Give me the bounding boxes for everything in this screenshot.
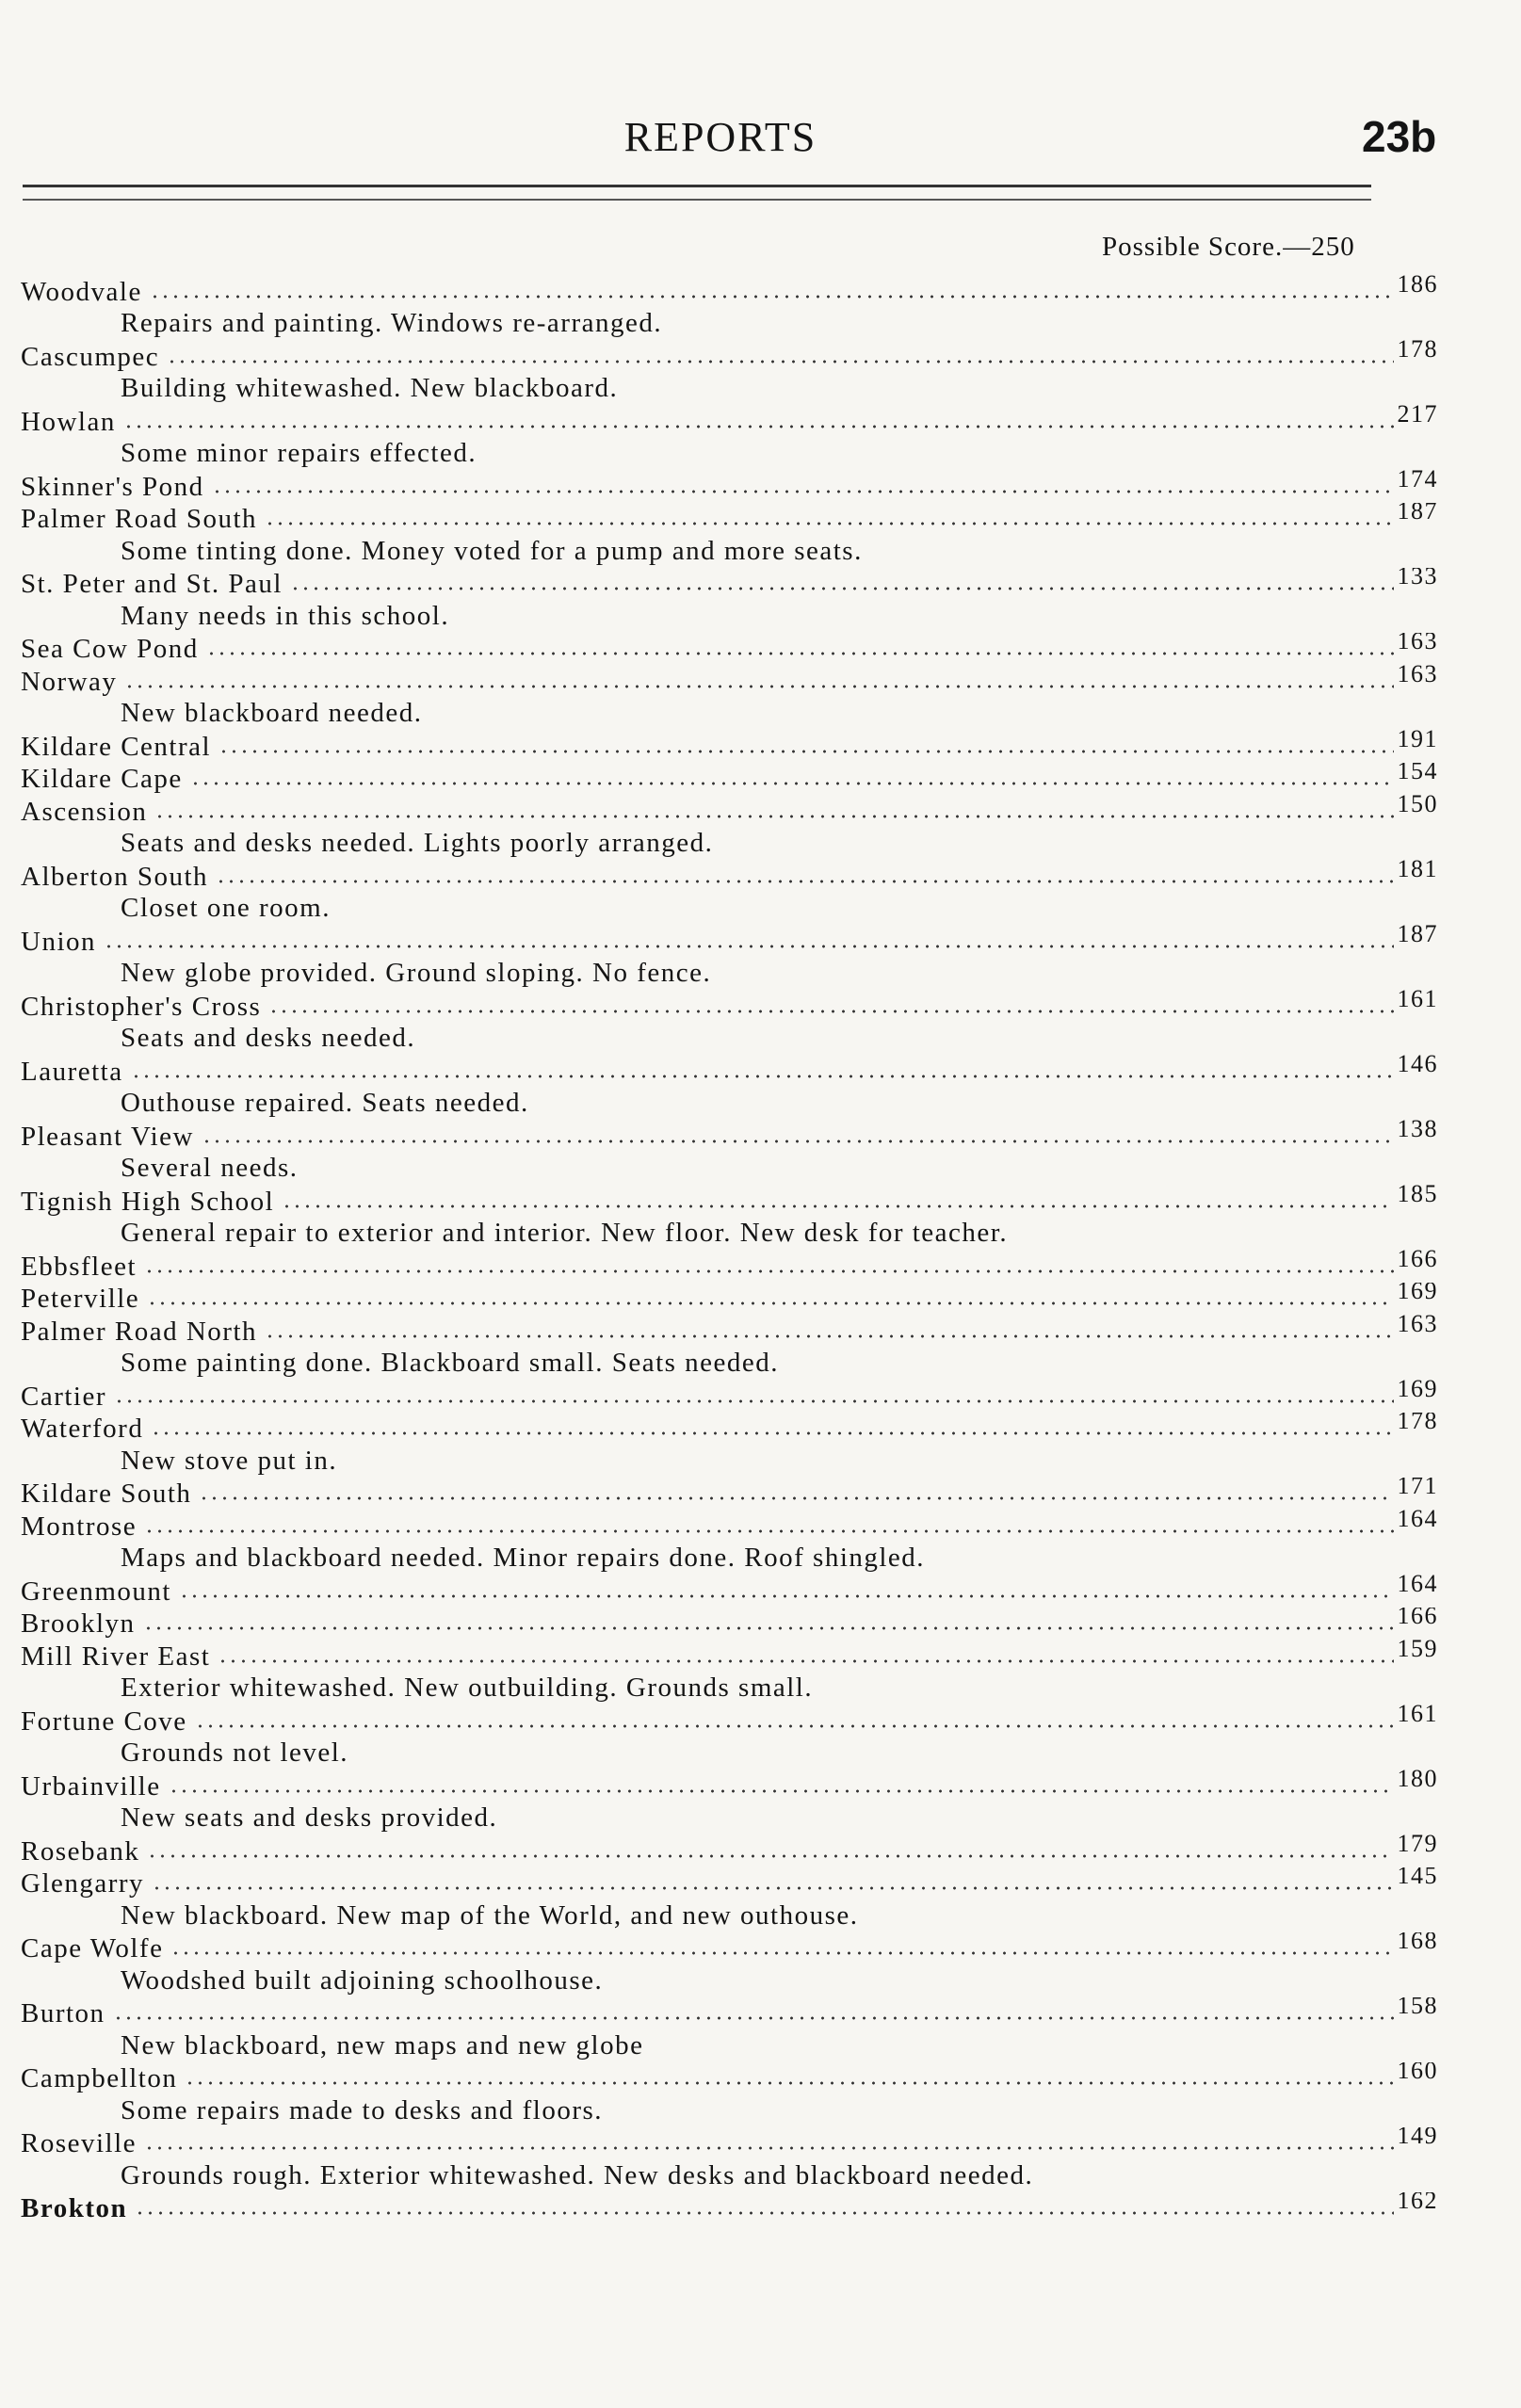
school-name: Kildare Central [21, 731, 212, 762]
school-name: Brokton [21, 2193, 128, 2223]
school-name: Palmer Road South [21, 504, 258, 534]
school-name: Union [21, 926, 96, 957]
school-score-list [21, 275, 1438, 2224]
school-score: 181 [1397, 860, 1438, 882]
school-name: Brooklyn [21, 1608, 136, 1639]
dot-leader [190, 763, 1394, 787]
school-score: 150 [1397, 795, 1438, 817]
school-note: Seats and desks needed. Lights poorly arranged. [121, 828, 714, 859]
school-name: Tignish High School [21, 1186, 275, 1217]
school-name: Montrose [21, 1511, 138, 1542]
school-entry-row [21, 1055, 1438, 1088]
header-rule [23, 185, 1371, 201]
school-score: 149 [1397, 2126, 1438, 2149]
school-score: 217 [1397, 405, 1438, 428]
school-note: Some tinting done. Money voted for a pump and more seats. [121, 535, 863, 566]
dot-leader [169, 1770, 1394, 1794]
school-note: Repairs and painting. Windows re-arranged. [121, 308, 663, 339]
school-name: Pleasant View [21, 1121, 194, 1152]
school-score: 163 [1397, 1315, 1438, 1337]
school-score: 186 [1397, 275, 1438, 298]
school-score: 185 [1397, 1185, 1438, 1207]
page-number: 23b [1362, 112, 1437, 161]
school-note: Exterior whitewashed. New outbuilding. Grounds small. [121, 1673, 814, 1704]
school-score: 191 [1397, 730, 1438, 752]
dot-leader [265, 503, 1393, 527]
school-name: Kildare South [21, 1479, 192, 1509]
school-score: 180 [1397, 1770, 1438, 1792]
school-name: Ebbsfleet [21, 1251, 138, 1282]
school-score: 169 [1397, 1380, 1438, 1402]
school-entry-row [21, 795, 1438, 828]
school-entry-row [21, 1608, 1438, 1640]
school-note: New globe provided. Ground sloping. No fence. [121, 958, 712, 989]
school-entry-row [21, 1640, 1438, 1673]
school-score: 159 [1397, 1640, 1438, 1662]
school-note: Outhouse repaired. Seats needed. [121, 1088, 529, 1119]
school-note: New blackboard, new maps and new globe [121, 2029, 644, 2061]
school-entry-row [21, 1705, 1438, 1737]
school-note: Some minor repairs effected. [121, 438, 477, 469]
school-entry-row [21, 1120, 1438, 1153]
dot-leader [206, 633, 1394, 657]
school-name: Peterville [21, 1284, 140, 1314]
school-score: 163 [1397, 632, 1438, 655]
school-name: Cartier [21, 1381, 107, 1412]
school-entry-row [21, 1867, 1438, 1900]
school-score: 187 [1397, 925, 1438, 947]
school-note: Building whitewashed. New blackboard. [121, 373, 619, 404]
school-score: 133 [1397, 567, 1438, 590]
school-entry-row [21, 470, 1438, 503]
school-name: Skinner's Pond [21, 471, 204, 502]
dot-leader [151, 1413, 1393, 1437]
school-name: Greenmount [21, 1576, 171, 1607]
school-score: 166 [1397, 1607, 1438, 1629]
school-score: 161 [1397, 990, 1438, 1012]
school-note: Grounds rough. Exterior whitewashed. New desks and blackboard needed. [121, 2159, 1034, 2190]
dot-leader [170, 1932, 1393, 1957]
school-note: New seats and desks provided. [121, 1802, 498, 1834]
school-score: 164 [1397, 1575, 1438, 1597]
school-note: Seats and desks needed. [121, 1023, 416, 1054]
school-note: Woodshed built adjoining schoolhouse. [121, 1964, 604, 1996]
school-name: Howlan [21, 406, 116, 437]
school-score: 166 [1397, 1250, 1438, 1272]
school-entry-row [21, 1413, 1438, 1446]
school-entry-row [21, 990, 1438, 1023]
school-score: 160 [1397, 2061, 1438, 2084]
school-score: 179 [1397, 1834, 1438, 1857]
school-entry-row [21, 763, 1438, 796]
school-score: 178 [1397, 340, 1438, 363]
dot-leader [212, 470, 1394, 494]
school-entry-row [21, 633, 1438, 666]
school-note: Maps and blackboard needed. Minor repairs done. Roof shingled. [121, 1543, 926, 1574]
school-score: 169 [1397, 1282, 1438, 1304]
school-entry-row [21, 1315, 1438, 1348]
school-name: Kildare Cape [21, 764, 183, 794]
school-score: 171 [1397, 1477, 1438, 1499]
school-entry-row [21, 1250, 1438, 1283]
school-name: Glengarry [21, 1868, 145, 1899]
school-entry-row [21, 275, 1438, 308]
school-note: New stove put in. [121, 1445, 338, 1476]
school-score: 145 [1397, 1867, 1438, 1889]
school-entry-row [21, 860, 1438, 893]
dot-leader [218, 730, 1393, 754]
school-name: Fortune Cove [21, 1705, 187, 1737]
dot-leader [147, 1834, 1393, 1859]
possible-score-label: Possible Score.—250 [1102, 232, 1355, 262]
school-entry-row [21, 503, 1438, 536]
school-entry-row [21, 1834, 1438, 1867]
dot-leader [113, 1997, 1394, 2022]
school-note: Many needs in this school. [121, 600, 450, 631]
school-name: Mill River East [21, 1640, 211, 1672]
school-entry-row [21, 1380, 1438, 1413]
school-score: 161 [1397, 1705, 1438, 1727]
school-name: Urbainville [21, 1770, 161, 1802]
dot-leader [199, 1478, 1393, 1502]
dot-leader [104, 925, 1394, 949]
dot-leader [167, 340, 1393, 364]
school-entry-row [21, 2192, 1438, 2225]
dot-leader [218, 1640, 1393, 1664]
dot-leader [152, 1867, 1393, 1892]
school-entry-row [21, 405, 1438, 438]
dot-leader [147, 1283, 1393, 1307]
school-name: Sea Cow Pond [21, 634, 199, 664]
school-note: Some repairs made to desks and floors. [121, 2094, 604, 2125]
dot-leader [265, 1315, 1393, 1339]
school-score: 158 [1397, 1996, 1438, 2019]
dot-leader [135, 2192, 1393, 2217]
school-entry-row [21, 1185, 1438, 1218]
school-name: Christopher's Cross [21, 991, 262, 1022]
school-score: 187 [1397, 502, 1438, 525]
school-note: General repair to exterior and interior. New floor. New desk for teacher. [121, 1218, 1009, 1249]
school-entry-row [21, 1575, 1438, 1608]
school-note: New blackboard needed. [121, 698, 423, 729]
school-score: 154 [1397, 762, 1438, 784]
school-name: Ascension [21, 796, 148, 827]
dot-leader [195, 1705, 1394, 1729]
dot-leader [150, 275, 1394, 299]
dot-leader [143, 1608, 1394, 1632]
school-entry-row [21, 568, 1438, 601]
school-note: Grounds not level. [121, 1737, 349, 1769]
dot-leader [144, 1510, 1393, 1534]
dot-leader [144, 1250, 1393, 1274]
school-name: Lauretta [21, 1056, 123, 1087]
dot-leader [268, 990, 1393, 1014]
school-note: Closet one room. [121, 893, 331, 924]
school-name: Cascumpec [21, 341, 160, 372]
school-name: Alberton South [21, 861, 209, 892]
dot-leader [216, 860, 1393, 884]
dot-leader [185, 2062, 1393, 2087]
school-name: Palmer Road North [21, 1316, 258, 1347]
school-name: Burton [21, 1998, 105, 2028]
school-score: 164 [1397, 1510, 1438, 1532]
school-name: Rosebank [21, 1835, 140, 1867]
school-name: Woodvale [21, 276, 142, 307]
school-score: 138 [1397, 1120, 1438, 1142]
school-name: Roseville [21, 2128, 138, 2158]
school-note: Several needs. [121, 1153, 299, 1184]
school-score: 168 [1397, 1931, 1438, 1954]
dot-leader [154, 795, 1393, 819]
school-entry-row [21, 1770, 1438, 1802]
school-name: Campbellton [21, 2063, 178, 2093]
school-entry-row [21, 1478, 1438, 1511]
dot-leader [290, 568, 1394, 592]
school-entry-row [21, 665, 1438, 698]
school-note: New blackboard. New map of the World, and new outhouse. [121, 1899, 859, 1931]
school-name: Norway [21, 666, 118, 697]
school-score: 146 [1397, 1055, 1438, 1077]
dot-leader [124, 665, 1393, 689]
school-entry-row [21, 1997, 1438, 2030]
dot-leader [202, 1120, 1394, 1144]
school-entry-row [21, 1283, 1438, 1316]
school-note: Some painting done. Blackboard small. Seats needed. [121, 1348, 780, 1379]
page-header-title: REPORTS [623, 114, 817, 160]
school-entry-row [21, 2127, 1438, 2160]
school-entry-row [21, 925, 1438, 958]
dot-leader [131, 1055, 1394, 1079]
school-score: 162 [1397, 2191, 1438, 2214]
school-score: 174 [1397, 470, 1438, 493]
dot-leader [123, 405, 1394, 429]
school-score: 163 [1397, 665, 1438, 687]
school-name: Cape Wolfe [21, 1933, 164, 1964]
school-score: 178 [1397, 1412, 1438, 1434]
school-entry-row [21, 2062, 1438, 2095]
dot-leader [179, 1575, 1394, 1599]
dot-leader [282, 1185, 1393, 1209]
school-entry-row [21, 730, 1438, 763]
school-name: St. Peter and St. Paul [21, 569, 283, 599]
school-entry-row [21, 340, 1438, 373]
school-name: Waterford [21, 1414, 144, 1444]
dot-leader [114, 1380, 1393, 1404]
dot-leader [144, 2127, 1393, 2152]
school-entry-row [21, 1510, 1438, 1543]
school-entry-row [21, 1932, 1438, 1965]
